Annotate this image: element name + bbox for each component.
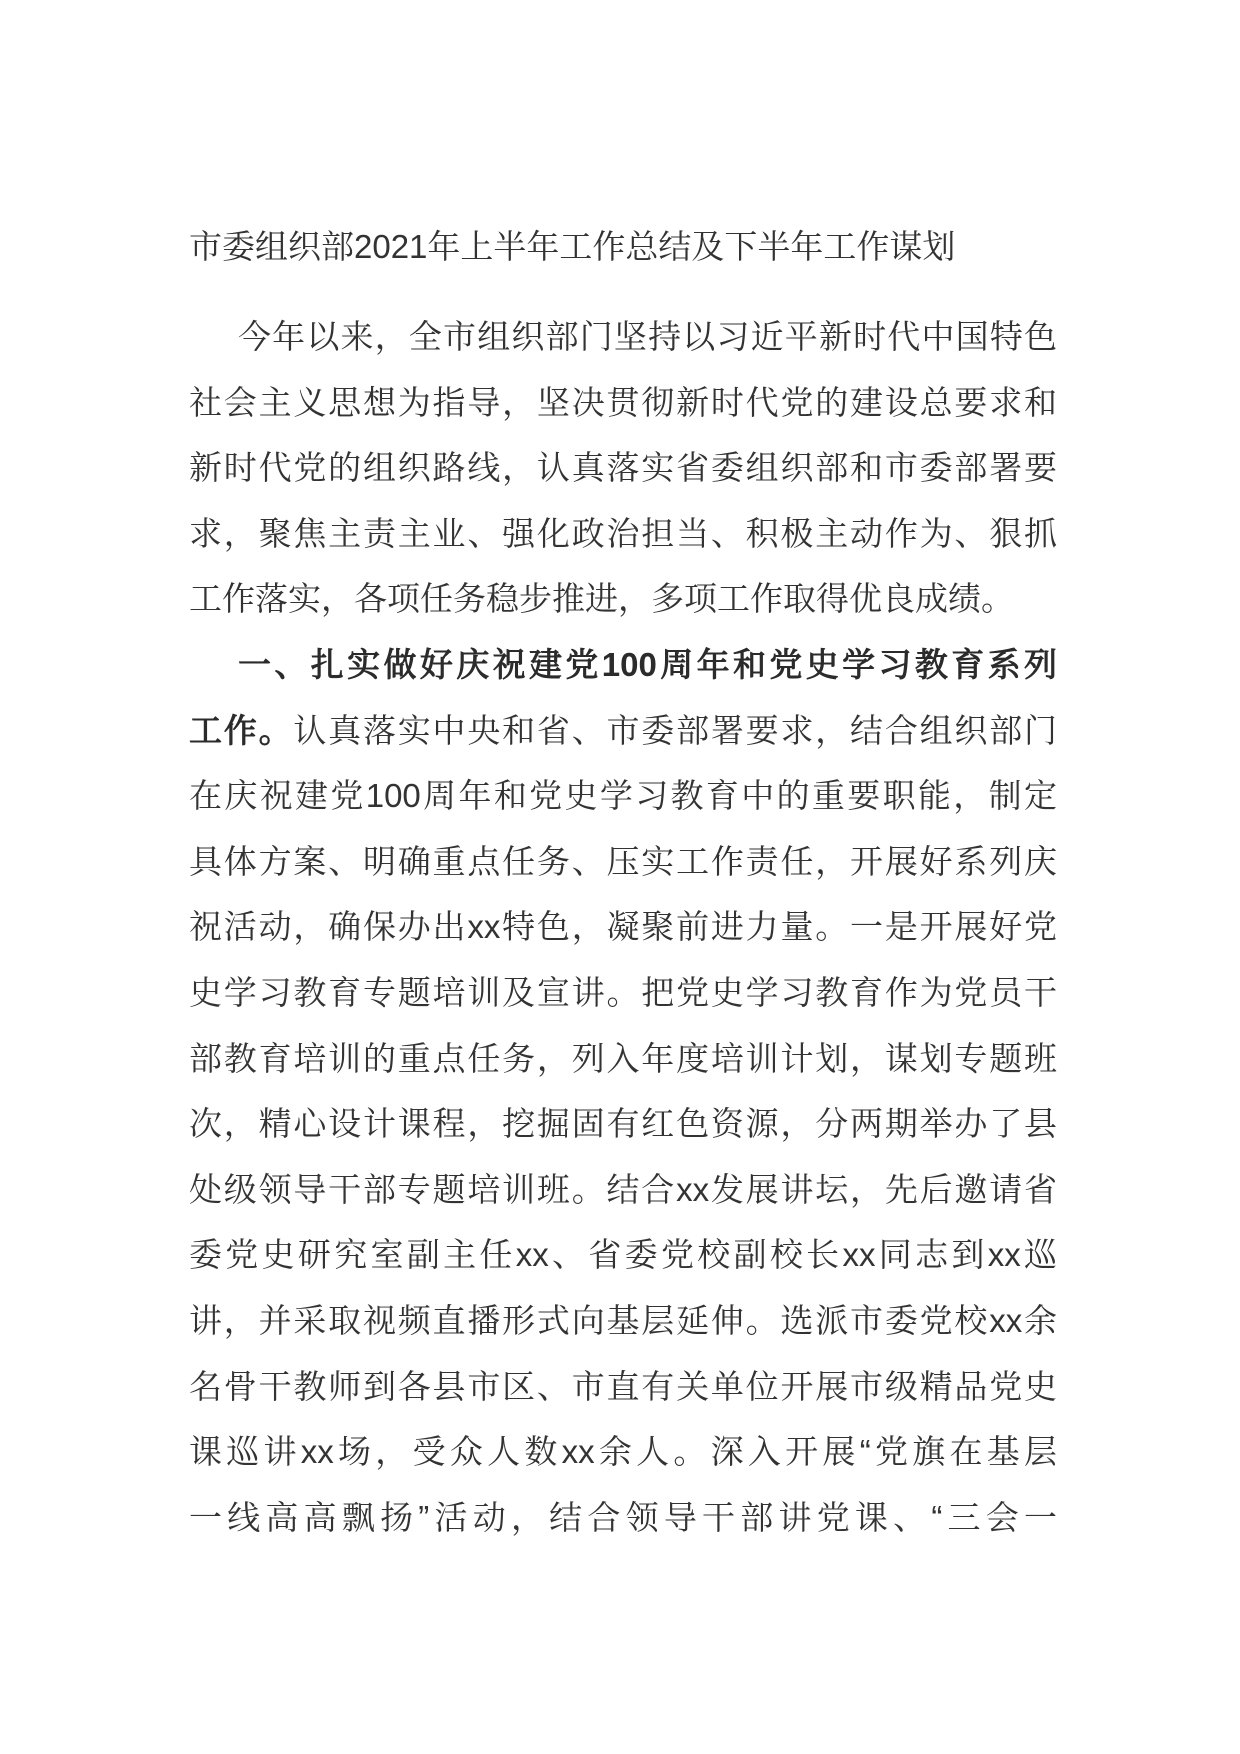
text-line [189,960,1057,1026]
line-text: 名骨干教师到各县市区、市直有关单位开展市级精品党史 [189,1367,1057,1405]
document-body [189,304,1057,1550]
text-line [189,1091,1057,1157]
text-line [189,370,1057,436]
line-text: 祝活动，确保办出xx特色，凝聚前进力量。一是开展好党 [189,908,1057,946]
line-text: 次，精心设计课程，挖掘固有红色资源，分两期举办了县 [189,1105,1057,1143]
text-line [189,632,1057,698]
document-title: 市委组织部2021年上半年工作总结及下半年工作谋划 [189,228,956,265]
line-text: 讲，并采取视频直播形式向基层延伸。选派市委党校xx余 [189,1301,1057,1339]
text-line [189,829,1057,895]
text-line [189,1354,1057,1420]
line-text: 具体方案、明确重点任务、压实工作责任，开展好系列庆 [189,842,1057,880]
line-text: 课巡讲xx场，受众人数xx余人。深入开展“党旗在基层 [189,1433,1057,1471]
line-text: 委党史研究室副主任xx、省委党校副校长xx同志到xx巡 [189,1236,1057,1274]
text-line [189,1485,1057,1551]
line-text: 处级领导干部专题培训班。结合xx发展讲坛，先后邀请省 [189,1170,1057,1208]
line-text: 新时代党的组织路线，认真落实省委组织部和市委部署要 [189,449,1057,487]
text-line [189,894,1057,960]
line-text: 部教育培训的重点任务，列入年度培训计划，谋划专题班 [189,1039,1057,1077]
text-line [189,1419,1057,1485]
section-heading: 一、扎实做好庆祝建党100周年和党史学习教育系列 [238,645,1057,683]
section-heading: 工作。 [189,711,294,749]
text-line [189,698,1057,764]
line-text: 今年以来，全市组织部门坚持以习近平新时代中国特色 [238,318,1057,355]
text-line [189,304,1057,370]
line-text: 史学习教育专题培训及宣讲。把党史学习教育作为党员干 [189,973,1057,1011]
text-line [189,1288,1057,1354]
line-text: 在庆祝建党100周年和党史学习教育中的重要职能，制定 [189,777,1057,815]
line-text: 认真落实中央和省、市委部署要求，结合组织部门 [293,711,1057,749]
line-text: 一线高高飘扬”活动，结合领导干部讲党课、“三会一 [189,1498,1057,1536]
text-line [189,763,1057,829]
line-text: 求，聚焦主责主业、强化政治担当、积极主动作为、狠抓 [189,514,1057,552]
text-line [189,435,1057,501]
line-text: 社会主义思想为指导，坚决贯彻新时代党的建设总要求和 [189,383,1057,421]
text-line [189,1222,1057,1288]
text-line [189,501,1057,567]
text-line [189,1157,1057,1223]
text-line [189,566,1057,632]
line-text: 工作落实，各项任务稳步推进，多项工作取得优良成绩。 [189,580,1014,618]
text-line [189,1026,1057,1092]
